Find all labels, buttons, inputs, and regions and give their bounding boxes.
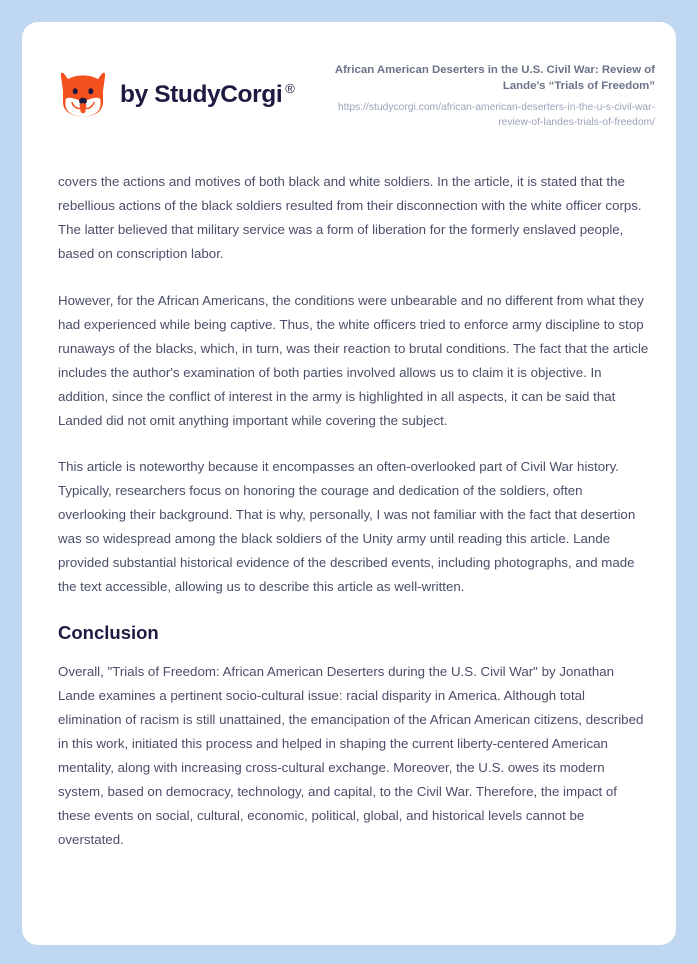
registered-trademark-icon: ® [285,81,295,96]
paragraph: However, for the African Americans, the conditions were unbearable and no different from what they had experienced while being captive. Thus, the white officers tried to enforce army discipline to stop runaways of the blacks, which, in turn, was their reaction to brutal conditions. The fact that the article includes the author's examination of both parties involved allows us to claim it is objective. In addition, since the conflict of interest in the army is highlighted in all aspects, it can be said that Landed did not omit anything important while covering the subject. [58,292,649,428]
article-url[interactable]: https://studycorgi.com/african-american-deserters-in-the-u-s-civil-war-review-of-landes-trials-of-freedom/ [337,102,655,129]
brand-name-text: by StudyCorgi [120,81,283,108]
document-card [22,22,676,945]
paragraph: This article is noteworthy because it encompasses an often-overlooked part of Civil War history. Typically, researchers focus on honoring the courage and dedication of the soldiers, often overlooking their background. That is why, personally, I was not familiar with the fact that desertion was so widespread among the black soldiers of the Unity army until reading this article. Lande provided substantial historical evidence of the described events, including photographs, and made the text accessible, allowing us to describe this article as well-written. [58,459,636,595]
brand-wordmark [120,81,294,109]
article-title: African American Deserters in the U.S. Civil War: Review of Lande’s “Trials of Freedom” [334,64,655,93]
paragraph: Overall, "Trials of Freedom: African American Deserters during the U.S. Civil War" by Jonathan Lande examines a pertinent socio-cultural issue: racial disparity in America. Although total elimination of racism is still unattained, the emancipation of the African American citizens, described in this work, initiated this process and helped in shaping the current liberty-centered American mentality, along with increasing cross-cultural exchange. Moreover, the U.S. owes its modern system, based on democracy, technology, and capital, to the Civil War. Therefore, the impact of these events on social, cultural, economic, political, global, and historical levels cannot be overstated. [58,664,644,847]
paragraph: covers the actions and motives of both black and white soldiers. In the article, it is stated that the rebellious actions of the black soldiers resulted from their disconnection with the white officer corps. The latter believed that military service was a form of liberation for the formerly enslaved people, based on conscription labor. [58,174,642,261]
document-body [22,131,676,851]
corgi-mascot-icon [57,69,109,121]
document-header [22,22,676,131]
conclusion-heading: Conclusion [58,621,159,643]
brand-logo-group [57,60,294,121]
document-meta [307,60,655,131]
